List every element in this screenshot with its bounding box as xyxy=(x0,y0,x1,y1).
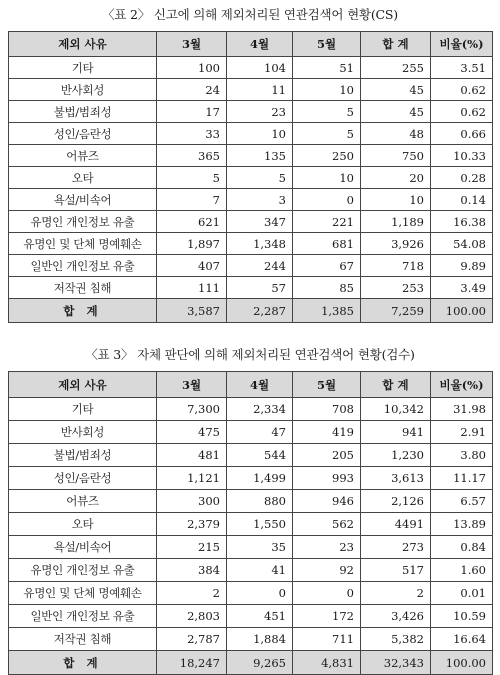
column-header: 5월 xyxy=(293,372,361,398)
value-cell: 2.91 xyxy=(431,421,493,444)
column-header: 4월 xyxy=(227,372,293,398)
value-cell: 1.60 xyxy=(431,559,493,582)
table2-caption: 〈표 2〉 신고에 의해 제외처리된 연관검색어 현황(CS) xyxy=(102,7,398,22)
value-cell: 100 xyxy=(157,57,227,79)
value-cell: 517 xyxy=(361,559,431,582)
table-row xyxy=(9,167,493,189)
table-row xyxy=(9,123,493,145)
value-cell: 33 xyxy=(157,123,227,145)
value-cell: 104 xyxy=(227,57,293,79)
value-cell: 172 xyxy=(293,605,361,628)
value-cell: 419 xyxy=(293,421,361,444)
value-cell: 0.62 xyxy=(431,101,493,123)
header-row xyxy=(9,32,493,57)
reason-cell: 유명인 개인정보 유출 xyxy=(9,211,157,233)
table-row xyxy=(9,79,493,101)
value-cell: 16.64 xyxy=(431,628,493,651)
total-value: 4,831 xyxy=(293,651,361,675)
value-cell: 711 xyxy=(293,628,361,651)
value-cell: 681 xyxy=(293,233,361,255)
table-row xyxy=(9,605,493,628)
reason-cell: 저작권 침해 xyxy=(9,628,157,651)
value-cell: 7 xyxy=(157,189,227,211)
total-label: 합 계 xyxy=(9,299,157,323)
value-cell: 750 xyxy=(361,145,431,167)
value-cell: 5 xyxy=(293,101,361,123)
total-value: 9,265 xyxy=(227,651,293,675)
value-cell: 23 xyxy=(293,536,361,559)
value-cell: 708 xyxy=(293,398,361,421)
header-row xyxy=(9,372,493,398)
value-cell: 3.51 xyxy=(431,57,493,79)
total-value: 100.00 xyxy=(431,651,493,675)
value-cell: 111 xyxy=(157,277,227,299)
value-cell: 1,121 xyxy=(157,467,227,490)
reason-cell: 어뷰즈 xyxy=(9,490,157,513)
reason-cell: 유명인 개인정보 유출 xyxy=(9,559,157,582)
value-cell: 300 xyxy=(157,490,227,513)
value-cell: 0 xyxy=(293,189,361,211)
total-value: 100.00 xyxy=(431,299,493,323)
value-cell: 17 xyxy=(157,101,227,123)
value-cell: 13.89 xyxy=(431,513,493,536)
value-cell: 45 xyxy=(361,101,431,123)
value-cell: 1,348 xyxy=(227,233,293,255)
value-cell: 4491 xyxy=(361,513,431,536)
value-cell: 31.98 xyxy=(431,398,493,421)
value-cell: 3.49 xyxy=(431,277,493,299)
column-header: 5월 xyxy=(293,32,361,57)
total-value: 3,587 xyxy=(157,299,227,323)
value-cell: 718 xyxy=(361,255,431,277)
value-cell: 20 xyxy=(361,167,431,189)
reason-cell: 기타 xyxy=(9,398,157,421)
column-header: 3월 xyxy=(157,372,227,398)
value-cell: 47 xyxy=(227,421,293,444)
value-cell: 880 xyxy=(227,490,293,513)
table-row xyxy=(9,513,493,536)
value-cell: 0.14 xyxy=(431,189,493,211)
value-cell: 11 xyxy=(227,79,293,101)
total-value: 32,343 xyxy=(361,651,431,675)
table-row xyxy=(9,559,493,582)
value-cell: 451 xyxy=(227,605,293,628)
value-cell: 10 xyxy=(227,123,293,145)
value-cell: 255 xyxy=(361,57,431,79)
value-cell: 993 xyxy=(293,467,361,490)
value-cell: 2 xyxy=(157,582,227,605)
value-cell: 215 xyxy=(157,536,227,559)
value-cell: 24 xyxy=(157,79,227,101)
value-cell: 2,803 xyxy=(157,605,227,628)
value-cell: 67 xyxy=(293,255,361,277)
value-cell: 85 xyxy=(293,277,361,299)
value-cell: 1,189 xyxy=(361,211,431,233)
value-cell: 45 xyxy=(361,79,431,101)
total-value: 7,259 xyxy=(361,299,431,323)
value-cell: 135 xyxy=(227,145,293,167)
table-row xyxy=(9,628,493,651)
total-value: 18,247 xyxy=(157,651,227,675)
value-cell: 10 xyxy=(361,189,431,211)
value-cell: 0.01 xyxy=(431,582,493,605)
total-value: 2,287 xyxy=(227,299,293,323)
value-cell: 5,382 xyxy=(361,628,431,651)
reason-cell: 반사회성 xyxy=(9,79,157,101)
value-cell: 10 xyxy=(293,167,361,189)
value-cell: 0.28 xyxy=(431,167,493,189)
value-cell: 221 xyxy=(293,211,361,233)
reason-cell: 불법/범죄성 xyxy=(9,101,157,123)
value-cell: 10.33 xyxy=(431,145,493,167)
value-cell: 3,926 xyxy=(361,233,431,255)
reason-cell: 저작권 침해 xyxy=(9,277,157,299)
value-cell: 6.57 xyxy=(431,490,493,513)
value-cell: 1,897 xyxy=(157,233,227,255)
table-row xyxy=(9,444,493,467)
reason-cell: 유명인 및 단체 명예훼손 xyxy=(9,582,157,605)
value-cell: 0 xyxy=(227,582,293,605)
column-header: 비율(%) xyxy=(431,32,493,57)
reason-cell: 오타 xyxy=(9,167,157,189)
value-cell: 35 xyxy=(227,536,293,559)
value-cell: 2,126 xyxy=(361,490,431,513)
table3-body xyxy=(9,372,493,675)
total-label: 합 계 xyxy=(9,651,157,675)
reason-cell: 성인/음란성 xyxy=(9,123,157,145)
value-cell: 7,300 xyxy=(157,398,227,421)
value-cell: 347 xyxy=(227,211,293,233)
value-cell: 621 xyxy=(157,211,227,233)
value-cell: 2,334 xyxy=(227,398,293,421)
value-cell: 3,613 xyxy=(361,467,431,490)
value-cell: 384 xyxy=(157,559,227,582)
value-cell: 48 xyxy=(361,123,431,145)
reason-cell: 불법/범죄성 xyxy=(9,444,157,467)
value-cell: 946 xyxy=(293,490,361,513)
column-header: 4월 xyxy=(227,32,293,57)
value-cell: 3 xyxy=(227,189,293,211)
reason-cell: 기타 xyxy=(9,57,157,79)
value-cell: 544 xyxy=(227,444,293,467)
value-cell: 0.84 xyxy=(431,536,493,559)
table-row xyxy=(9,421,493,444)
table-row xyxy=(9,536,493,559)
value-cell: 2,787 xyxy=(157,628,227,651)
table-row xyxy=(9,101,493,123)
value-cell: 5 xyxy=(293,123,361,145)
table3 xyxy=(8,371,493,675)
value-cell: 1,550 xyxy=(227,513,293,536)
value-cell: 10,342 xyxy=(361,398,431,421)
total-value: 1,385 xyxy=(293,299,361,323)
reason-cell: 일반인 개인정보 유출 xyxy=(9,255,157,277)
value-cell: 54.08 xyxy=(431,233,493,255)
value-cell: 1,884 xyxy=(227,628,293,651)
value-cell: 1,230 xyxy=(361,444,431,467)
reason-cell: 어뷰즈 xyxy=(9,145,157,167)
value-cell: 407 xyxy=(157,255,227,277)
total-row xyxy=(9,299,493,323)
value-cell: 2 xyxy=(361,582,431,605)
total-row xyxy=(9,651,493,675)
value-cell: 3,426 xyxy=(361,605,431,628)
value-cell: 941 xyxy=(361,421,431,444)
reason-cell: 욕설/비속어 xyxy=(9,189,157,211)
value-cell: 92 xyxy=(293,559,361,582)
value-cell: 16.38 xyxy=(431,211,493,233)
table-row xyxy=(9,582,493,605)
value-cell: 253 xyxy=(361,277,431,299)
column-header: 3월 xyxy=(157,32,227,57)
reason-cell: 오타 xyxy=(9,513,157,536)
value-cell: 562 xyxy=(293,513,361,536)
value-cell: 5 xyxy=(227,167,293,189)
reason-cell: 성인/음란성 xyxy=(9,467,157,490)
value-cell: 23 xyxy=(227,101,293,123)
column-header: 비율(%) xyxy=(431,372,493,398)
table-row xyxy=(9,211,493,233)
value-cell: 5 xyxy=(157,167,227,189)
column-header: 합 계 xyxy=(361,32,431,57)
value-cell: 475 xyxy=(157,421,227,444)
table-row xyxy=(9,233,493,255)
column-header: 제외 사유 xyxy=(9,32,157,57)
value-cell: 205 xyxy=(293,444,361,467)
table-row xyxy=(9,57,493,79)
table-row xyxy=(9,467,493,490)
table3-caption: 〈표 3〉 자체 판단에 의해 제외처리된 연관검색어 현황(검수) xyxy=(85,347,415,362)
table-row xyxy=(9,145,493,167)
reason-cell: 유명인 및 단체 명예훼손 xyxy=(9,233,157,255)
value-cell: 9.89 xyxy=(431,255,493,277)
value-cell: 57 xyxy=(227,277,293,299)
table2-body xyxy=(9,32,493,323)
reason-cell: 반사회성 xyxy=(9,421,157,444)
value-cell: 273 xyxy=(361,536,431,559)
value-cell: 250 xyxy=(293,145,361,167)
value-cell: 11.17 xyxy=(431,467,493,490)
value-cell: 244 xyxy=(227,255,293,277)
reason-cell: 일반인 개인정보 유출 xyxy=(9,605,157,628)
table-row xyxy=(9,398,493,421)
value-cell: 481 xyxy=(157,444,227,467)
value-cell: 3.80 xyxy=(431,444,493,467)
table-row xyxy=(9,490,493,513)
column-header: 제외 사유 xyxy=(9,372,157,398)
reason-cell: 욕설/비속어 xyxy=(9,536,157,559)
table-row xyxy=(9,255,493,277)
value-cell: 0.62 xyxy=(431,79,493,101)
table-row xyxy=(9,277,493,299)
value-cell: 51 xyxy=(293,57,361,79)
value-cell: 41 xyxy=(227,559,293,582)
value-cell: 365 xyxy=(157,145,227,167)
value-cell: 1,499 xyxy=(227,467,293,490)
value-cell: 2,379 xyxy=(157,513,227,536)
value-cell: 0 xyxy=(293,582,361,605)
table-row xyxy=(9,189,493,211)
column-header: 합 계 xyxy=(361,372,431,398)
value-cell: 10 xyxy=(293,79,361,101)
value-cell: 0.66 xyxy=(431,123,493,145)
table2 xyxy=(8,31,493,323)
value-cell: 10.59 xyxy=(431,605,493,628)
